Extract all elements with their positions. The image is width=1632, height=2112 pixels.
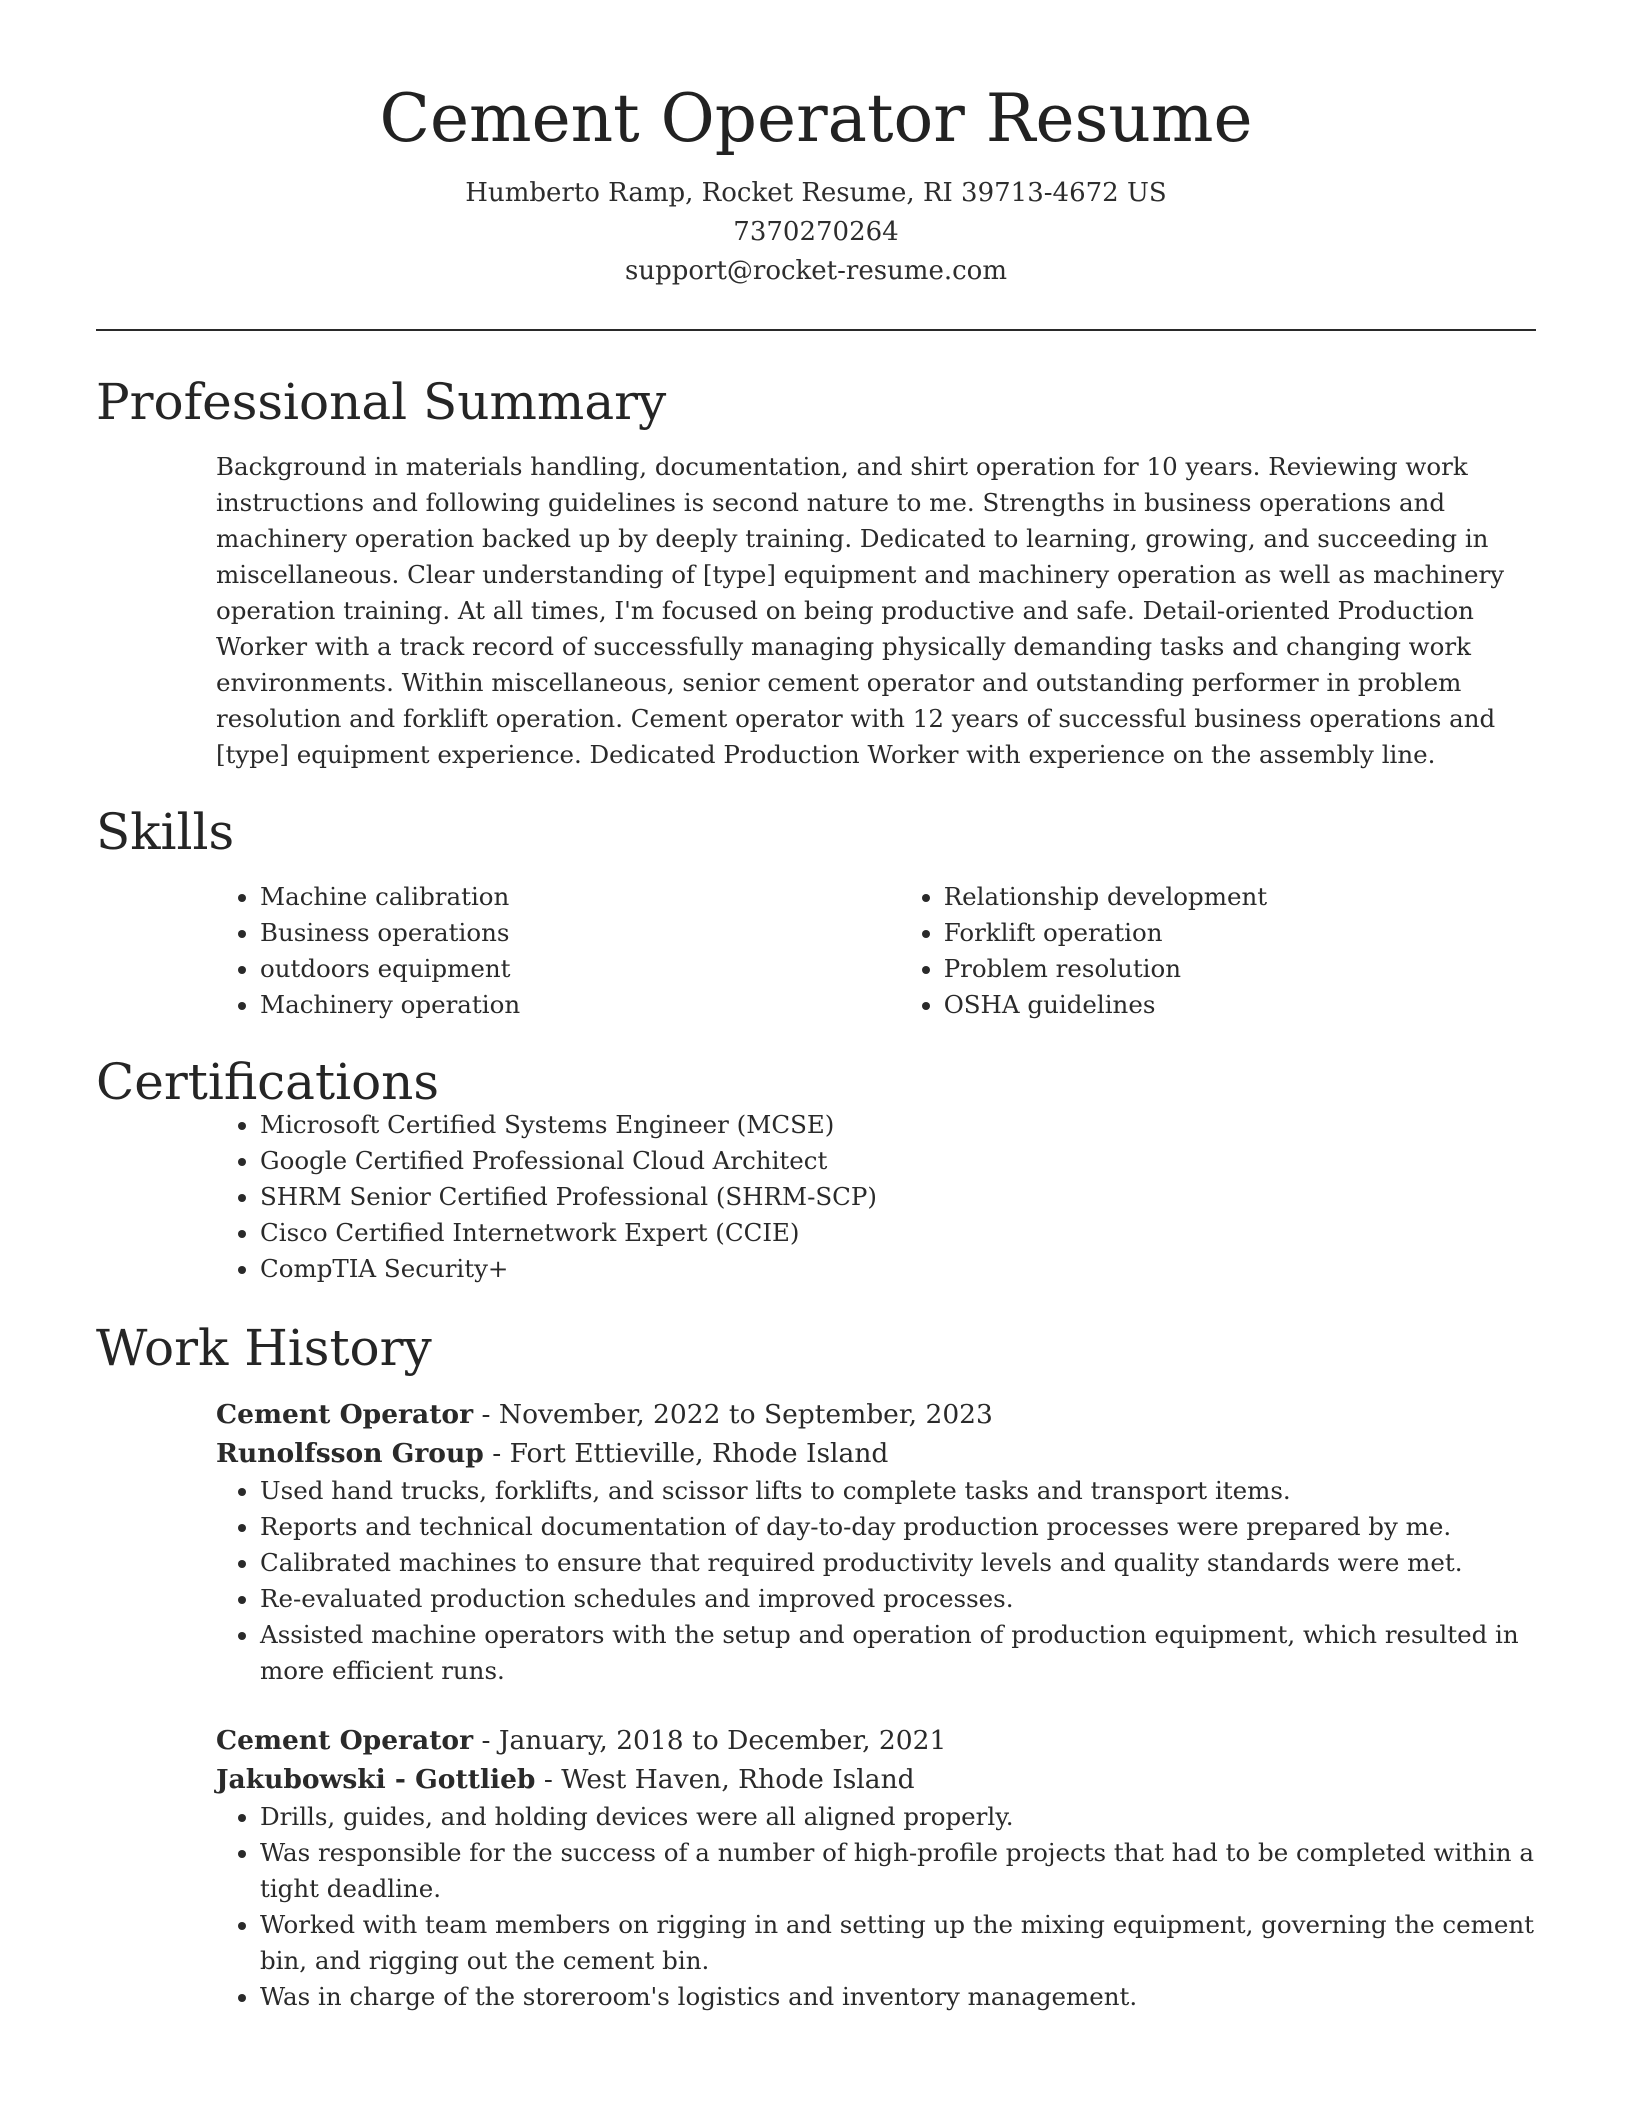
job-duty-item: • Re-evaluated production schedules and improved processes. — [260, 1581, 1536, 1617]
skill-item: • Machinery operation — [260, 987, 900, 1023]
job-duty-item: • Reports and technical documentation of day-to-day production processes were prepared by me. — [260, 1509, 1536, 1545]
job-company-line — [216, 1760, 1536, 1799]
job-duty-item: • Calibrated machines to ensure that required productivity levels and quality standards were met. — [260, 1545, 1536, 1581]
job-duty-item: • Worked with team members on rigging in and setting up the mixing equipment, governing the cement bin, and rigging out the cement bin. — [260, 1907, 1536, 1979]
certifications-list — [216, 1107, 1536, 1287]
certification-item: • CompTIA Security+ — [260, 1251, 1536, 1287]
job-duties-list — [216, 1473, 1536, 1689]
contact-email: support@rocket-resume.com — [624, 256, 1007, 286]
certification-item: • Google Certified Professional Cloud Architect — [260, 1143, 1536, 1179]
skills-heading: Skills — [96, 803, 235, 861]
contact-address: Humberto Ramp, Rocket Resume, RI 39713-4672 US — [465, 178, 1167, 208]
job-title-line — [216, 1721, 1536, 1760]
job-entry — [216, 1395, 1536, 1689]
job-title: Cement Operator — [216, 1399, 474, 1430]
header-divider — [96, 329, 1536, 331]
summary-heading: Professional Summary — [96, 373, 667, 431]
job-duty-item: • Assisted machine operators with the setup and operation of production equipment, which resulted in more efficient runs. — [260, 1617, 1536, 1689]
professional-summary-section — [96, 373, 1536, 773]
job-dates: - November, 2022 to September, 2023 — [473, 1399, 993, 1430]
skills-list-left — [216, 879, 900, 1023]
certifications-section — [96, 1053, 1536, 1287]
resume-title: Cement Operator Resume — [379, 80, 1253, 157]
skill-item: • Forklift operation — [944, 915, 1536, 951]
certifications-heading: Certifications — [96, 1053, 440, 1111]
skill-item: • Relationship development — [944, 879, 1536, 915]
skill-item: • Machine calibration — [260, 879, 900, 915]
job-location: - West Haven, Rhode Island — [535, 1764, 915, 1795]
job-duty-item: • Was in charge of the storeroom's logistics and inventory management. — [260, 1979, 1536, 2015]
certification-item: • Microsoft Certified Systems Engineer (MCSE) — [260, 1107, 1536, 1143]
skills-section — [96, 803, 1536, 1023]
skill-item: • Business operations — [260, 915, 900, 951]
contact-phone: 7370270264 — [733, 217, 899, 247]
work-history-section — [96, 1319, 1536, 2015]
skill-item: • OSHA guidelines — [944, 987, 1536, 1023]
job-company-line — [216, 1434, 1536, 1473]
job-location: - Fort Ettieville, Rhode Island — [483, 1438, 889, 1469]
certification-item: • Cisco Certified Internetwork Expert (CCIE) — [260, 1215, 1536, 1251]
summary-text: Background in materials handling, documentation, and shirt operation for 10 years. Reviewing work instructions and following guidelines is second nature to me. Strengths in business operations and machinery operation backed up by deeply training. Dedicated to learning, growing, and succeeding in miscellaneous. Clear understanding of [type] equipment and machinery operation as well as machinery operation training. At all times, I'm focused on being productive and safe. Detail-oriented Production Worker with a track record of successfully managing physically demanding tasks and changing work environments. Within miscellaneous, senior cement operator and outstanding performer in problem resolution and forklift operation. Cement operator with 12 years of successful business operations and [type] equipment experience. Dedicated Production Worker with experience on the assembly line. — [216, 452, 1505, 769]
skill-item: • Problem resolution — [944, 951, 1536, 987]
skills-grid — [216, 879, 1536, 1023]
job-company: Runolfsson Group — [216, 1438, 484, 1469]
job-duty-item: • Used hand trucks, forklifts, and scissor lifts to complete tasks and transport items. — [260, 1473, 1536, 1509]
job-company: Jakubowski - Gottlieb — [216, 1764, 536, 1795]
skill-item: • outdoors equipment — [260, 951, 900, 987]
job-entry — [216, 1721, 1536, 2015]
job-title-line — [216, 1395, 1536, 1434]
skills-list-right — [900, 879, 1536, 1023]
job-duty-item: • Drills, guides, and holding devices were all aligned properly. — [260, 1799, 1536, 1835]
job-duty-item: • Was responsible for the success of a number of high-profile projects that had to be completed within a tight deadline. — [260, 1835, 1536, 1907]
work-history-heading: Work History — [96, 1319, 432, 1377]
job-title: Cement Operator — [216, 1725, 474, 1756]
job-duties-list — [216, 1799, 1536, 2015]
certification-item: • SHRM Senior Certified Professional (SHRM-SCP) — [260, 1179, 1536, 1215]
job-dates: - January, 2018 to December, 2021 — [473, 1725, 947, 1756]
resume-header — [96, 0, 1536, 291]
